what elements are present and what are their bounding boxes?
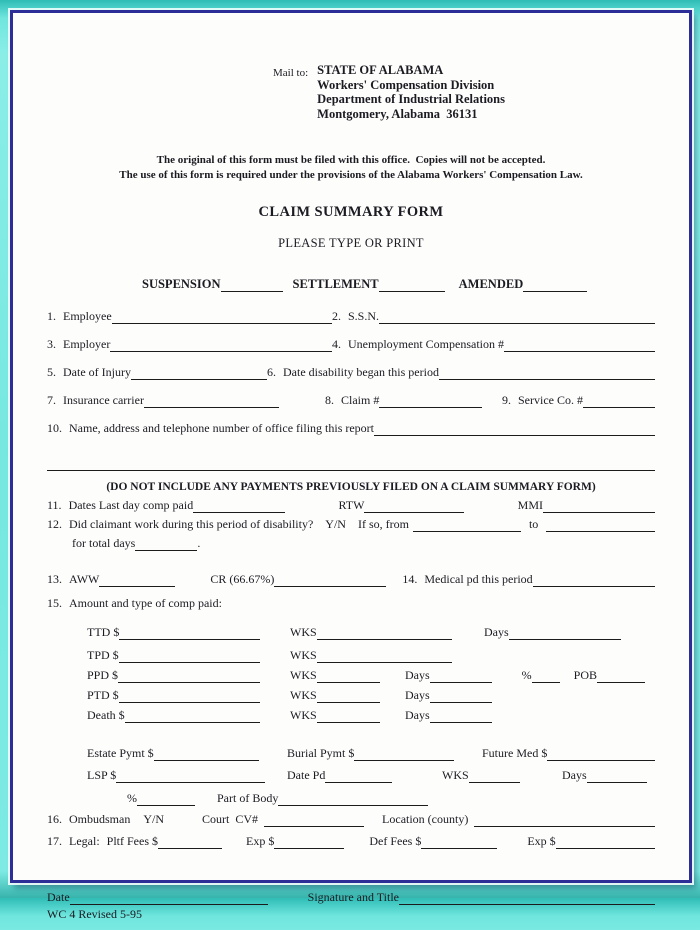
claim-number-field-line bbox=[379, 395, 482, 408]
ppd-days-line bbox=[430, 670, 492, 683]
death-label: Death $ bbox=[87, 708, 125, 722]
date-of-injury-field-line bbox=[131, 367, 267, 380]
ttd-amount-group bbox=[87, 624, 290, 640]
form-subtitle: PLEASE TYPE OR PRINT bbox=[278, 236, 424, 250]
item-9-number: 9. bbox=[502, 393, 511, 407]
ppd-pob-line bbox=[597, 670, 645, 683]
death-wks-line bbox=[317, 710, 380, 723]
item-10-number: 10. bbox=[47, 421, 62, 435]
date-disability-group bbox=[267, 364, 655, 380]
burial-pymt-label: Burial Pymt $ bbox=[287, 746, 355, 760]
tpd-amount-group bbox=[87, 647, 290, 663]
mailing-address bbox=[317, 63, 505, 121]
ppd-amount-line bbox=[118, 670, 260, 683]
item-16-number: 16. bbox=[47, 812, 62, 826]
employee-group bbox=[47, 308, 332, 324]
ppd-pct-group bbox=[522, 667, 560, 683]
ppd-row bbox=[87, 667, 655, 683]
employee-label: Employee bbox=[63, 309, 112, 323]
tpd-amount-line bbox=[119, 650, 260, 663]
tpd-wks-label: WKS bbox=[290, 648, 317, 662]
row-employer-unemployment bbox=[47, 336, 655, 352]
estate-row bbox=[87, 745, 655, 761]
death-wks-label: WKS bbox=[290, 708, 317, 722]
date-line bbox=[70, 892, 268, 905]
ppd-pob-group bbox=[574, 667, 645, 683]
for-total-days-label: for total days bbox=[72, 536, 136, 550]
to-label: to bbox=[528, 517, 539, 531]
ppd-days-label: Days bbox=[405, 668, 430, 682]
pct-line bbox=[137, 793, 195, 806]
item-2-number: 2. bbox=[332, 309, 341, 323]
ptd-amount-group bbox=[87, 687, 290, 703]
medical-pd-group bbox=[402, 571, 655, 587]
tpd-wks-line bbox=[317, 650, 452, 663]
item-6-number: 6. bbox=[267, 365, 276, 379]
location-county-label: Location (county) bbox=[382, 812, 469, 826]
death-amount-group bbox=[87, 707, 290, 723]
date-label: Date bbox=[47, 890, 70, 904]
signature-title-line bbox=[399, 892, 655, 905]
signature-row bbox=[47, 889, 655, 905]
ppd-label: PPD $ bbox=[87, 668, 119, 682]
notice-line-1: The original of this form must be filed with this office. Copies will not be accepted. bbox=[156, 154, 546, 166]
def-fees-line bbox=[421, 836, 497, 849]
row-aww-medical bbox=[47, 571, 655, 587]
location-county-line bbox=[474, 814, 655, 827]
office-filing-field-line bbox=[374, 423, 655, 436]
settlement-field-line bbox=[379, 279, 445, 292]
estate-pymt-label: Estate Pymt $ bbox=[87, 746, 154, 760]
cv-number-line bbox=[264, 814, 364, 827]
ptd-wks-label: WKS bbox=[290, 688, 317, 702]
date-of-injury-group bbox=[47, 364, 267, 380]
from-date-field-line bbox=[413, 519, 521, 532]
rtw-group bbox=[338, 497, 464, 513]
death-wks-group bbox=[290, 707, 405, 723]
exp2-label: Exp $ bbox=[527, 834, 556, 848]
ptd-wks-group bbox=[290, 687, 405, 703]
aww-field-line bbox=[99, 574, 175, 587]
insurance-carrier-group bbox=[47, 392, 279, 408]
dates-last-day-label: Dates Last day comp paid bbox=[68, 498, 194, 512]
work-question-yn: Y/N bbox=[325, 517, 346, 531]
date-pd-label: Date Pd bbox=[287, 768, 326, 782]
dates-last-day-field-line bbox=[193, 500, 285, 513]
lsp-wks-line bbox=[469, 770, 520, 783]
exp1-label: Exp $ bbox=[246, 834, 275, 848]
address-division: Workers' Compensation Division bbox=[317, 77, 495, 92]
death-days-label: Days bbox=[405, 708, 430, 722]
ppd-wks-label: WKS bbox=[290, 668, 317, 682]
item-15-number: 15. bbox=[47, 596, 62, 610]
service-co-group bbox=[502, 392, 655, 408]
work-question-label: Did claimant work during this period of disability? bbox=[69, 517, 314, 531]
row-total-days bbox=[47, 535, 655, 551]
employer-label: Employer bbox=[63, 337, 111, 351]
filing-notice bbox=[47, 153, 655, 182]
row-office-filing bbox=[47, 420, 655, 436]
ttd-days-label: Days bbox=[484, 625, 509, 639]
death-days-group bbox=[405, 707, 492, 723]
ttd-amount-line bbox=[119, 627, 260, 640]
ptd-days-label: Days bbox=[405, 688, 430, 702]
pct-label: % bbox=[127, 791, 137, 805]
continuation-line bbox=[47, 458, 655, 471]
ptd-amount-line bbox=[119, 690, 260, 703]
lsp-row bbox=[87, 767, 655, 783]
ppd-amount-group bbox=[87, 667, 290, 683]
tpd-row bbox=[87, 647, 655, 663]
ttd-wks-group bbox=[290, 624, 484, 640]
row-injury-disability bbox=[47, 364, 655, 380]
estate-pymt-line bbox=[154, 748, 259, 761]
part-of-body-row bbox=[87, 790, 655, 806]
pltf-fees-label: Pltf Fees $ bbox=[106, 834, 158, 848]
employer-group bbox=[47, 336, 332, 352]
lsp-wks-group bbox=[442, 767, 562, 783]
exp1-line bbox=[274, 836, 344, 849]
insurance-carrier-label: Insurance carrier bbox=[63, 393, 144, 407]
mmi-field-line bbox=[543, 500, 655, 513]
ttd-row bbox=[87, 624, 655, 640]
claim-summary-form-page bbox=[10, 10, 692, 921]
cr-field-line bbox=[274, 574, 386, 587]
medical-pd-label: Medical pd this period bbox=[424, 572, 533, 586]
medical-pd-field-line bbox=[533, 574, 655, 587]
date-pd-group bbox=[287, 767, 442, 783]
item-7-number: 7. bbox=[47, 393, 56, 407]
aww-label: AWW bbox=[69, 572, 100, 586]
def-fees-label: Def Fees $ bbox=[369, 834, 422, 848]
item-8-number: 8. bbox=[325, 393, 334, 407]
lsp-days-group bbox=[562, 767, 655, 783]
signature-title-label: Signature and Title bbox=[307, 890, 399, 904]
dates-last-day-group bbox=[47, 497, 285, 513]
ssn-group bbox=[332, 308, 655, 324]
ttd-wks-label: WKS bbox=[290, 625, 317, 639]
legal-label: Legal: bbox=[69, 834, 100, 848]
item-13-number: 13. bbox=[47, 572, 62, 586]
mail-to-label: Mail to: bbox=[273, 67, 309, 79]
mmi-label: MMI bbox=[517, 498, 543, 512]
service-co-field-line bbox=[583, 395, 655, 408]
estate-group bbox=[87, 745, 287, 761]
ssn-field-line bbox=[379, 311, 655, 324]
row-comp-paid-dates bbox=[47, 497, 655, 513]
ssn-label: S.S.N. bbox=[348, 309, 380, 323]
form-content bbox=[13, 63, 689, 930]
suspension-field-line bbox=[221, 279, 283, 292]
exp2-line bbox=[556, 836, 655, 849]
suspension-label: SUSPENSION bbox=[142, 277, 221, 291]
ttd-days-line bbox=[509, 627, 621, 640]
row-ombudsman bbox=[47, 811, 655, 827]
rtw-label: RTW bbox=[338, 498, 365, 512]
ppd-pct-line bbox=[532, 670, 560, 683]
item-12-number: 12. bbox=[47, 517, 62, 531]
claim-number-label: Claim # bbox=[341, 393, 380, 407]
address-department: Department of Industrial Relations bbox=[317, 92, 505, 106]
lsp-line bbox=[116, 770, 265, 783]
do-not-include-note: (DO NOT INCLUDE ANY PAYMENTS PREVIOUSLY FILED ON A CLAIM SUMMARY FORM) bbox=[106, 481, 596, 493]
notice-line-2: The use of this form is required under the provisions of the Alabama Workers' Compensation Law. bbox=[119, 168, 583, 181]
ppd-wks-line bbox=[317, 670, 380, 683]
unemployment-label: Unemployment Compensation # bbox=[348, 337, 504, 351]
address-state: STATE OF ALABAMA bbox=[317, 63, 444, 77]
unemployment-field-line bbox=[504, 339, 655, 352]
rtw-field-line bbox=[364, 500, 464, 513]
to-date-field-line bbox=[546, 519, 655, 532]
comp-paid-table bbox=[87, 624, 655, 723]
employer-field-line bbox=[110, 339, 332, 352]
ptd-label: PTD $ bbox=[87, 688, 119, 702]
ppd-pct-label: % bbox=[521, 668, 532, 682]
death-row bbox=[87, 707, 655, 723]
death-amount-line bbox=[125, 710, 260, 723]
item-1-number: 1. bbox=[47, 309, 56, 323]
insurance-carrier-field-line bbox=[144, 395, 279, 408]
row-claimant-work-question bbox=[47, 516, 655, 532]
date-pd-line bbox=[325, 770, 392, 783]
revision-row bbox=[47, 906, 655, 922]
unemployment-group bbox=[332, 336, 655, 352]
ptd-wks-line bbox=[317, 690, 380, 703]
burial-group bbox=[287, 745, 482, 761]
item-5-number: 5. bbox=[47, 365, 56, 379]
aww-group bbox=[47, 571, 175, 587]
part-of-body-line bbox=[278, 793, 428, 806]
tpd-wks-group bbox=[290, 647, 484, 663]
lsp-group bbox=[87, 767, 287, 783]
lsp-days-label: Days bbox=[562, 768, 587, 782]
total-days-period: . bbox=[197, 536, 201, 550]
mmi-group bbox=[518, 497, 655, 513]
row-carrier-claim-service bbox=[47, 392, 655, 408]
ombudsman-yn: Y/N bbox=[143, 812, 165, 826]
item-11-number: 11. bbox=[47, 498, 62, 512]
cr-group bbox=[210, 571, 386, 587]
claim-number-group bbox=[325, 392, 482, 408]
item-14-number: 14. bbox=[402, 572, 418, 586]
ptd-row bbox=[87, 687, 655, 703]
ppd-days-group bbox=[405, 667, 492, 683]
row-amount-type bbox=[47, 595, 655, 611]
ombudsman-label: Ombudsman bbox=[69, 812, 131, 826]
tpd-label: TPD $ bbox=[87, 648, 119, 662]
future-med-group bbox=[482, 745, 655, 761]
future-med-label: Future Med $ bbox=[482, 746, 548, 760]
address-city: Montgomery, Alabama 36131 bbox=[317, 106, 478, 121]
row-legal-fees bbox=[47, 833, 655, 849]
court-label: Court bbox=[202, 812, 230, 826]
item-17-number: 17. bbox=[47, 834, 62, 848]
form-title: CLAIM SUMMARY FORM bbox=[258, 204, 444, 220]
future-med-line bbox=[547, 748, 655, 761]
office-filing-label: Name, address and telephone number of office filing this report bbox=[69, 421, 375, 435]
office-filing-continuation-line bbox=[47, 458, 655, 471]
status-row bbox=[47, 276, 655, 292]
date-disability-field-line bbox=[439, 367, 655, 380]
ppd-pob-label: POB bbox=[573, 668, 598, 682]
date-of-injury-label: Date of Injury bbox=[63, 365, 131, 379]
ttd-days-group bbox=[484, 624, 621, 640]
part-of-body-label: Part of Body bbox=[217, 791, 279, 805]
if-so-from-label: If so, from bbox=[357, 517, 409, 531]
burial-pymt-line bbox=[354, 748, 454, 761]
ttd-wks-line bbox=[317, 627, 452, 640]
lsp-label: LSP $ bbox=[87, 768, 117, 782]
ttd-label: TTD $ bbox=[87, 625, 120, 639]
mail-to-block bbox=[273, 63, 655, 121]
ptd-days-group bbox=[405, 687, 492, 703]
lsp-days-line bbox=[587, 770, 647, 783]
service-co-label: Service Co. # bbox=[518, 393, 583, 407]
item-4-number: 4. bbox=[332, 337, 341, 351]
amended-field-line bbox=[523, 279, 587, 292]
item-3-number: 3. bbox=[47, 337, 56, 351]
ptd-days-line bbox=[430, 690, 492, 703]
amended-label: AMENDED bbox=[458, 277, 524, 291]
lsp-wks-label: WKS bbox=[442, 768, 469, 782]
form-revision-label: WC 4 Revised 5-95 bbox=[47, 907, 142, 921]
death-days-line bbox=[430, 710, 492, 723]
settlement-label: SETTLEMENT bbox=[292, 277, 379, 291]
settlement-section bbox=[87, 745, 655, 806]
date-disability-label: Date disability began this period bbox=[283, 365, 439, 379]
ppd-wks-group bbox=[290, 667, 405, 683]
cr-label: CR (66.67%) bbox=[210, 572, 275, 586]
amount-type-label: Amount and type of comp paid: bbox=[69, 596, 222, 610]
row-employee-ssn bbox=[47, 308, 655, 324]
pltf-fees-line bbox=[158, 836, 222, 849]
cv-number-label: CV# bbox=[235, 812, 259, 826]
total-days-field-line bbox=[135, 538, 197, 551]
employee-field-line bbox=[112, 311, 332, 324]
